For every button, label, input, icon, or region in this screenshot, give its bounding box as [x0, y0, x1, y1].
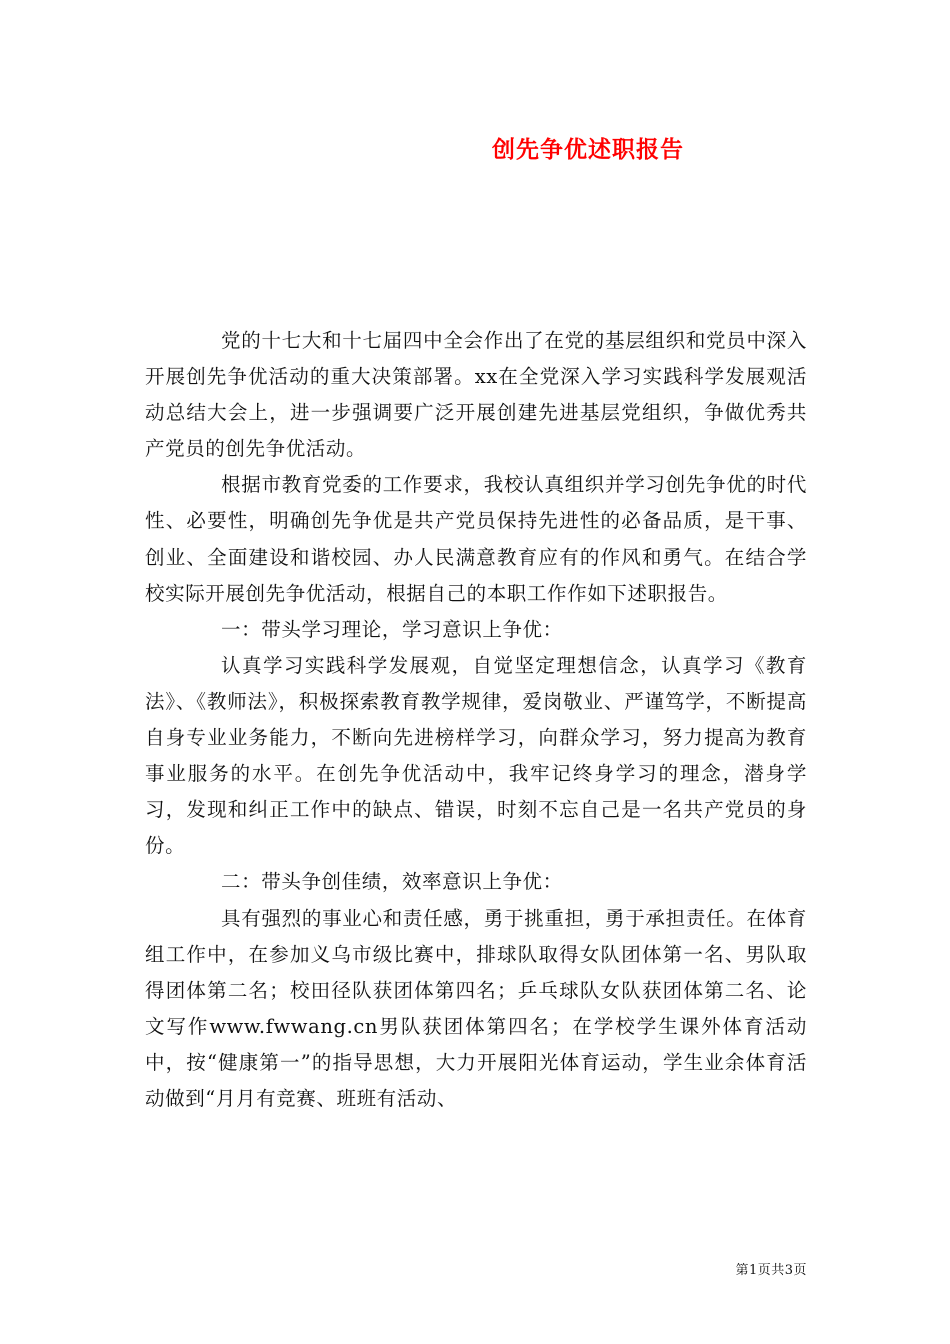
section-heading-2: 二：带头争创佳绩，效率意识上争优： — [221, 870, 563, 894]
paragraph-1: 党的十七大和十七届四中全会作出了在党的基层组织和党员中深入开展创先争优活动的重大决策部署。xx在全党深入学习实践科学发展观活动总结大会上，进一步强调要广泛开展创建先进基层党组织，争做优秀共产党员的创先争优活动。 — [145, 329, 807, 461]
page-footer: 第1页共3页 — [735, 1263, 807, 1278]
paragraph-4: 具有强烈的事业心和责任感，勇于挑重担，勇于承担责任。在体育组工作中，在参加义乌市级比赛中，排球队取得女队团体第一名、男队取得团体第二名；校田径队获团体第四名；乒乓球队女队获团体第二名、论文写作www.fwwang.cn男队获团体第四名；在学校学生课外体育活动中，按“健康第一”的指导思想，大力开展阳光体育运动，学生业余体育活动做到“月月有竞赛、班班有活动、 — [145, 906, 807, 1110]
page-title: 创先争优述职报告 — [492, 136, 684, 163]
paragraph-2: 根据市教育党委的工作要求，我校认真组织并学习创先争优的时代性、必要性，明确创先争优是共产党员保持先进性的必备品质，是干事、创业、全面建设和谐校园、办人民满意教育应有的作风和勇气。在结合学校实际开展创先争优活动，根据自己的本职工作作如下述职报告。 — [145, 473, 807, 605]
document-body — [145, 323, 807, 1117]
section-heading-1: 一：带头学习理论，学习意识上争优： — [221, 617, 563, 641]
paragraph-3: 认真学习实践科学发展观，自觉坚定理想信念，认真学习《教育法》、《教师法》，积极探索教育教学规律，爱岗敬业、严谨笃学，不断提高自身专业业务能力，不断向先进榜样学习，向群众学习，努力提高为教育事业服务的水平。在创先争优活动中，我牢记终身学习的理念，潜身学习，发现和纠正工作中的缺点、错误，时刻不忘自己是一名共产党员的身份。 — [145, 653, 807, 858]
